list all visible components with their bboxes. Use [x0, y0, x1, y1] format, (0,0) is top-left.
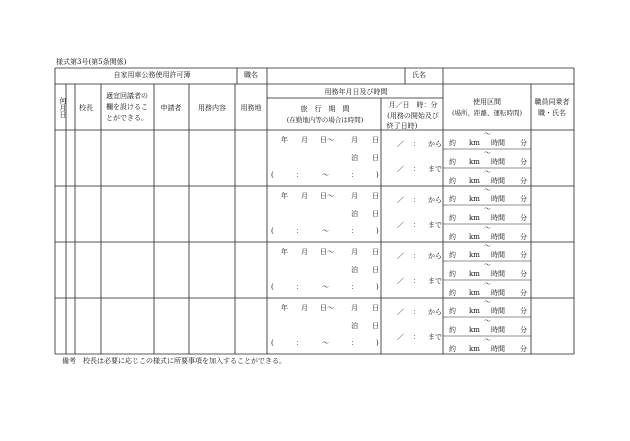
usage-approx: 約 [449, 289, 456, 297]
travel-paren-close: ) [376, 283, 379, 291]
usage-hours: 時間 [491, 195, 505, 203]
travel-time-colon-1: ： [296, 339, 303, 347]
travel-day-from: 日～ [320, 192, 334, 200]
mdt-until: まで [428, 333, 442, 341]
usage-approx: 約 [449, 326, 456, 334]
travel-day-end: 日 [372, 154, 379, 162]
usage-hours: 時間 [491, 307, 505, 315]
travel-day-from: 日～ [320, 248, 334, 256]
mdt-colon-from: ： [413, 308, 420, 316]
usage-approx: 約 [449, 251, 456, 259]
register-title: 自家用車公務使用許可簿 [113, 71, 191, 79]
travel-day-from: 日～ [320, 136, 334, 144]
mdt-line-1: 月／日 時：分 [388, 101, 438, 109]
usage-tilde: ～ [484, 280, 491, 288]
usage-km: km [469, 251, 480, 259]
usage-minutes: 分 [520, 289, 527, 297]
usage-minutes: 分 [520, 251, 527, 259]
mdt-colon-until: ： [413, 221, 420, 229]
usage-km: km [469, 214, 480, 222]
usage-minutes: 分 [520, 214, 527, 222]
usage-hours: 時間 [491, 345, 505, 353]
mdt-slash-until: ／ [397, 165, 404, 173]
applicant-header: 申請者 [160, 104, 182, 112]
mdt-slash-from: ／ [397, 252, 404, 260]
mdt-colon-until: ： [413, 277, 420, 285]
travel-day-end: 日 [372, 266, 379, 274]
usage-km: km [469, 307, 480, 315]
mdt-slash-until: ／ [397, 277, 404, 285]
usage-km: km [469, 270, 480, 278]
usage-tilde: ～ [484, 205, 491, 213]
travel-day-end: 日 [372, 210, 379, 218]
usage-km: km [469, 177, 480, 185]
travel-nights: 泊 [351, 154, 358, 162]
usage-approx: 約 [449, 177, 456, 185]
travel-time-colon-2: ： [351, 171, 358, 179]
travel-nights: 泊 [351, 266, 358, 274]
travel-period-note: (在勤地内等の場合は時間) [286, 116, 364, 124]
mdt-slash-until: ／ [397, 333, 404, 341]
usage-tilde: ～ [484, 317, 491, 325]
usage-minutes: 分 [520, 195, 527, 203]
usage-tilde: ～ [484, 168, 491, 176]
travel-day-from: 日～ [320, 304, 334, 312]
business-content-header: 用務内容 [198, 104, 226, 112]
appropriate-line-3: とができる。 [106, 114, 148, 122]
travel-nights: 泊 [351, 322, 358, 330]
mdt-line-3: 終了日時) [386, 122, 418, 130]
name-label: 氏名 [412, 71, 426, 79]
business-place-header: 用務地 [240, 104, 262, 112]
mdt-colon-until: ： [413, 165, 420, 173]
usage-tilde: ～ [484, 242, 491, 250]
usage-hours: 時間 [491, 326, 505, 334]
travel-day: 日 [372, 304, 379, 312]
usage-minutes: 分 [520, 345, 527, 353]
travel-paren-open: ( [271, 227, 274, 235]
travel-paren-open: ( [271, 339, 274, 347]
mdt-until: まで [428, 221, 442, 229]
usage-km: km [469, 233, 480, 241]
usage-minutes: 分 [520, 158, 527, 166]
usage-hours: 時間 [491, 158, 505, 166]
usage-hours: 時間 [491, 233, 505, 241]
travel-month-2: 月 [351, 248, 358, 256]
travel-time-colon-1: ： [296, 171, 303, 179]
mdt-until: まで [428, 165, 442, 173]
travel-day-end: 日 [372, 322, 379, 330]
note: 備考 校長は必要に応じこの様式に所要事項を加入することができる。 [62, 357, 286, 365]
travel-month: 月 [301, 304, 308, 312]
business-datetime-header: 用務年月日及び時間 [324, 88, 388, 96]
appropriate-line-1: 適宜回議者の [106, 92, 148, 100]
usage-tilde: ～ [484, 336, 491, 344]
mdt-until: まで [428, 277, 442, 285]
usage-approx: 約 [449, 307, 456, 315]
usage-minutes: 分 [520, 139, 527, 147]
mdt-colon-from: ： [413, 252, 420, 260]
usage-km: km [469, 289, 480, 297]
usage-minutes: 分 [520, 270, 527, 278]
usage-approx: 約 [449, 233, 456, 241]
mdt-colon-from: ： [413, 196, 420, 204]
usage-tilde: ～ [484, 149, 491, 157]
usage-hours: 時間 [491, 270, 505, 278]
travel-paren-open: ( [271, 171, 274, 179]
travel-year: 年 [281, 304, 288, 312]
usage-km: km [469, 195, 480, 203]
travel-tilde: ～ [322, 171, 329, 179]
principal-header: 校長 [79, 104, 93, 112]
travel-year: 年 [281, 192, 288, 200]
travel-time-colon-1: ： [296, 227, 303, 235]
travel-time-colon-2: ： [351, 339, 358, 347]
mdt-slash-from: ／ [397, 140, 404, 148]
mdt-slash-from: ／ [397, 308, 404, 316]
travel-month: 月 [301, 248, 308, 256]
mdt-colon-from: ： [413, 140, 420, 148]
travel-month: 月 [301, 136, 308, 144]
travel-period-header: 旅 行 期 間 [300, 105, 350, 113]
companion-header-2: 職・氏名 [538, 109, 566, 117]
mdt-slash-until: ／ [397, 221, 404, 229]
usage-approx: 約 [449, 158, 456, 166]
usage-section-header: 使用区間 [473, 98, 501, 106]
travel-paren-close: ) [376, 171, 379, 179]
usage-tilde: ～ [484, 298, 491, 306]
usage-km: km [469, 158, 480, 166]
form-label: 様式第3号(第5条関係) [56, 58, 127, 66]
travel-tilde: ～ [322, 339, 329, 347]
travel-tilde: ～ [322, 283, 329, 291]
mdt-line-2: (用務の開始及び [387, 112, 439, 120]
travel-paren-close: ) [376, 339, 379, 347]
travel-year: 年 [281, 248, 288, 256]
usage-km: km [469, 139, 480, 147]
travel-day: 日 [372, 248, 379, 256]
usage-hours: 時間 [491, 139, 505, 147]
mdt-colon-until: ： [413, 333, 420, 341]
travel-time-colon-2: ： [351, 227, 358, 235]
usage-minutes: 分 [520, 177, 527, 185]
mdt-from: から [428, 196, 442, 204]
appropriate-line-2: 欄を設けるこ [106, 103, 148, 111]
mdt-slash-from: ／ [397, 196, 404, 204]
usage-minutes: 分 [520, 307, 527, 315]
mdt-from: から [428, 252, 442, 260]
travel-paren-open: ( [271, 283, 274, 291]
usage-km: km [469, 326, 480, 334]
usage-minutes: 分 [520, 233, 527, 241]
companion-header-1: 職員同乗者 [534, 98, 570, 106]
travel-month: 月 [301, 192, 308, 200]
travel-year: 年 [281, 136, 288, 144]
travel-day: 日 [372, 136, 379, 144]
usage-hours: 時間 [491, 289, 505, 297]
travel-day: 日 [372, 192, 379, 200]
usage-hours: 時間 [491, 177, 505, 185]
position-label: 職名 [244, 71, 258, 79]
mdt-from: から [428, 140, 442, 148]
travel-tilde: ～ [322, 227, 329, 235]
usage-hours: 時間 [491, 251, 505, 259]
usage-km: km [469, 345, 480, 353]
travel-month-2: 月 [351, 192, 358, 200]
usage-approx: 約 [449, 195, 456, 203]
travel-month-2: 月 [351, 136, 358, 144]
usage-approx: 約 [449, 214, 456, 222]
usage-approx: 約 [449, 270, 456, 278]
usage-approx: 約 [449, 345, 456, 353]
usage-tilde: ～ [484, 261, 491, 269]
travel-month-2: 月 [351, 304, 358, 312]
travel-time-colon-1: ： [296, 283, 303, 291]
usage-tilde: ～ [484, 130, 491, 138]
usage-tilde: ～ [484, 186, 491, 194]
travel-nights: 泊 [351, 210, 358, 218]
travel-paren-close: ) [376, 227, 379, 235]
mdt-from: から [428, 308, 442, 316]
usage-tilde: ～ [484, 224, 491, 232]
usage-section-note: (場所、距離、運転時間) [451, 109, 523, 117]
usage-hours: 時間 [491, 214, 505, 222]
usage-minutes: 分 [520, 326, 527, 334]
date-column-header: 何月日 [59, 97, 67, 118]
travel-time-colon-2: ： [351, 283, 358, 291]
usage-approx: 約 [449, 139, 456, 147]
